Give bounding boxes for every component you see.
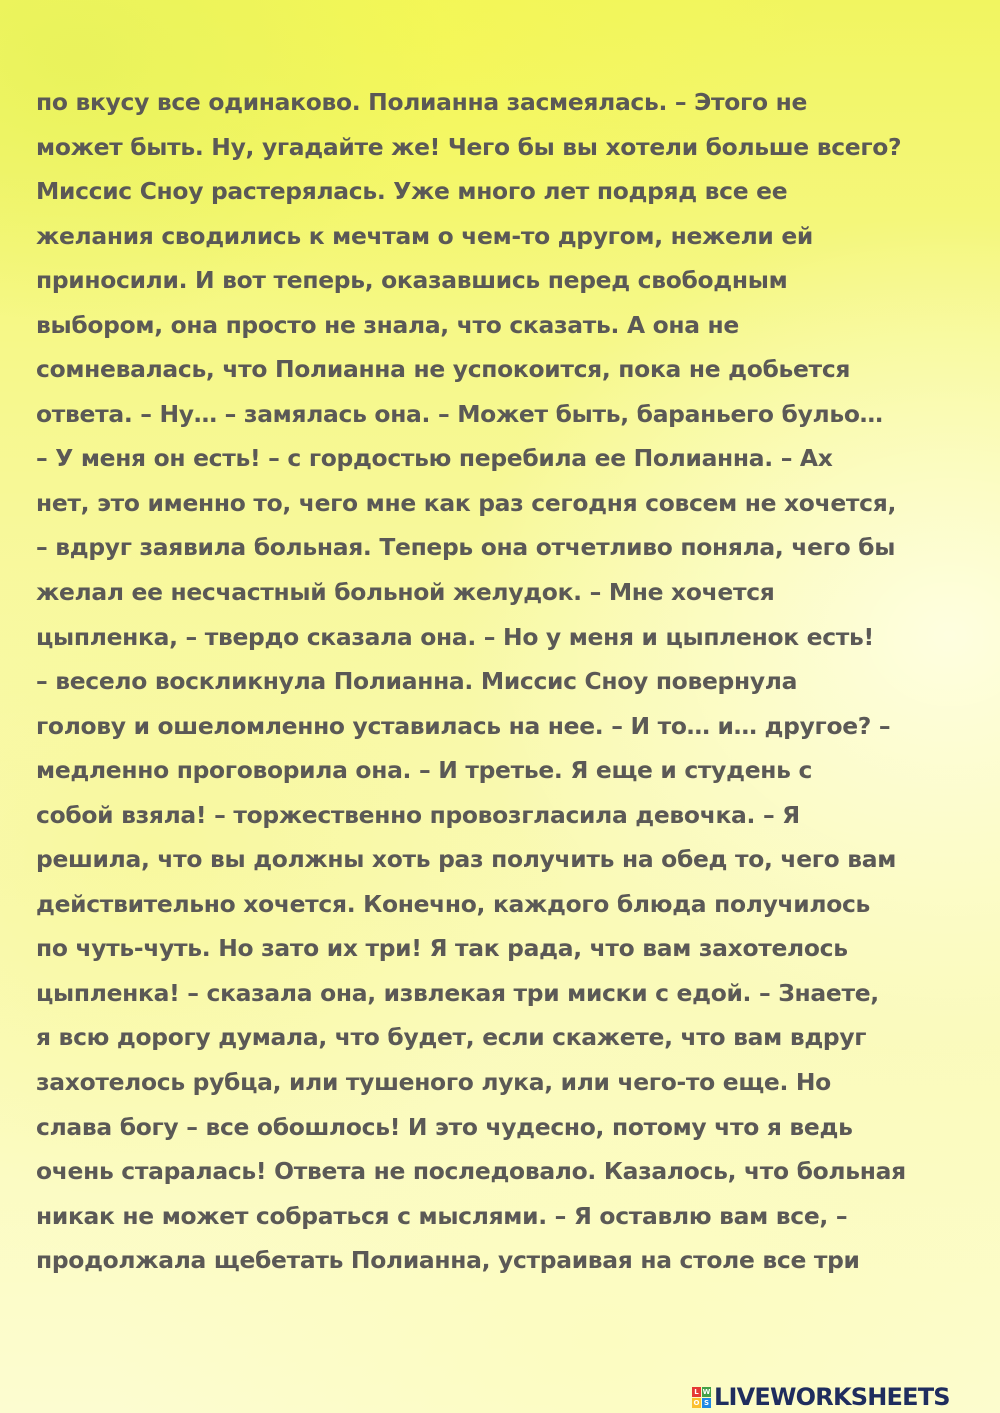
text-line: сомневалась, что Полианна не успокоится, пока не добьется bbox=[36, 355, 851, 384]
text-line: нет, это именно то, чего мне как раз сегодня совсем не хочется, bbox=[36, 488, 897, 517]
logo-text: LIVEWORKSHEETS bbox=[714, 1383, 950, 1411]
text-line: желания сводились к мечтам о чем-то другом, нежели ей bbox=[36, 221, 814, 250]
text-line: никак не может собраться с мыслями. – Я оставлю вам все, – bbox=[36, 1201, 848, 1230]
liveworksheets-logo[interactable] bbox=[692, 1383, 950, 1411]
logo-mark-cell: O bbox=[693, 1398, 700, 1407]
text-line: цыпленка, – твердо сказала она. – Но у меня и цыпленок есть! bbox=[36, 622, 874, 651]
text-line: очень старалась! Ответа не последовало. Казалось, что больная bbox=[36, 1157, 906, 1186]
text-line: – вдруг заявила больная. Теперь она отчетливо поняла, чего бы bbox=[36, 533, 896, 562]
text-line: захотелось рубца, или тушеного лука, или чего-то еще. Но bbox=[36, 1068, 831, 1097]
text-line: собой взяла! – торжественно провозгласила девочка. – Я bbox=[36, 800, 800, 829]
text-line: – У меня он есть! – с гордостью перебила ее Полианна. – Ах bbox=[36, 444, 833, 473]
text-line: выбором, она просто не знала, что сказать. А она не bbox=[36, 310, 739, 339]
text-line: приносили. И вот теперь, оказавшись перед свободным bbox=[36, 266, 788, 295]
text-line: может быть. Ну, угадайте же! Чего бы вы хотели больше всего? bbox=[36, 132, 902, 161]
text-line: по вкусу все одинаково. Полианна засмеялась. – Этого не bbox=[36, 88, 808, 116]
text-line: я всю дорогу думала, что будет, если скажете, что вам вдруг bbox=[36, 1023, 867, 1052]
liveworksheets-logo-icon bbox=[692, 1387, 711, 1408]
text-line: действительно хочется. Конечно, каждого блюда получилось bbox=[36, 889, 871, 918]
text-line: решила, что вы должны хоть раз получить на обед то, чего вам bbox=[36, 845, 897, 874]
logo-mark-cell: L bbox=[692, 1387, 701, 1397]
text-line: по чуть-чуть. Но зато их три! Я так рада, что вам захотелось bbox=[36, 934, 848, 963]
logo-mark-cell: S bbox=[703, 1398, 710, 1407]
text-line: – весело воскликнула Полианна. Миссис Сноу повернула bbox=[36, 667, 798, 696]
text-line: голову и ошеломленно уставилась на нее. – И то… и… другое? – bbox=[36, 711, 891, 740]
text-line: желал ее несчастный больной желудок. – Мне хочется bbox=[36, 578, 775, 607]
text-line: Миссис Сноу растерялась. Уже много лет подряд все ее bbox=[36, 177, 788, 206]
logo-mark-cell: W bbox=[702, 1387, 711, 1396]
text-line: продолжала щебетать Полианна, устраивая на столе все три bbox=[36, 1246, 860, 1275]
text-line: ответа. – Ну… – замялась она. – Может быть, бараньего бульо… bbox=[36, 399, 883, 428]
text-line: слава богу – все обошлось! И это чудесно, потому что я ведь bbox=[36, 1112, 853, 1141]
story-text bbox=[36, 80, 986, 1283]
text-line: цыпленка! – сказала она, извлекая три миски с едой. – Знаете, bbox=[36, 978, 879, 1007]
text-line: медленно проговорила она. – И третье. Я еще и студень с bbox=[36, 756, 813, 785]
